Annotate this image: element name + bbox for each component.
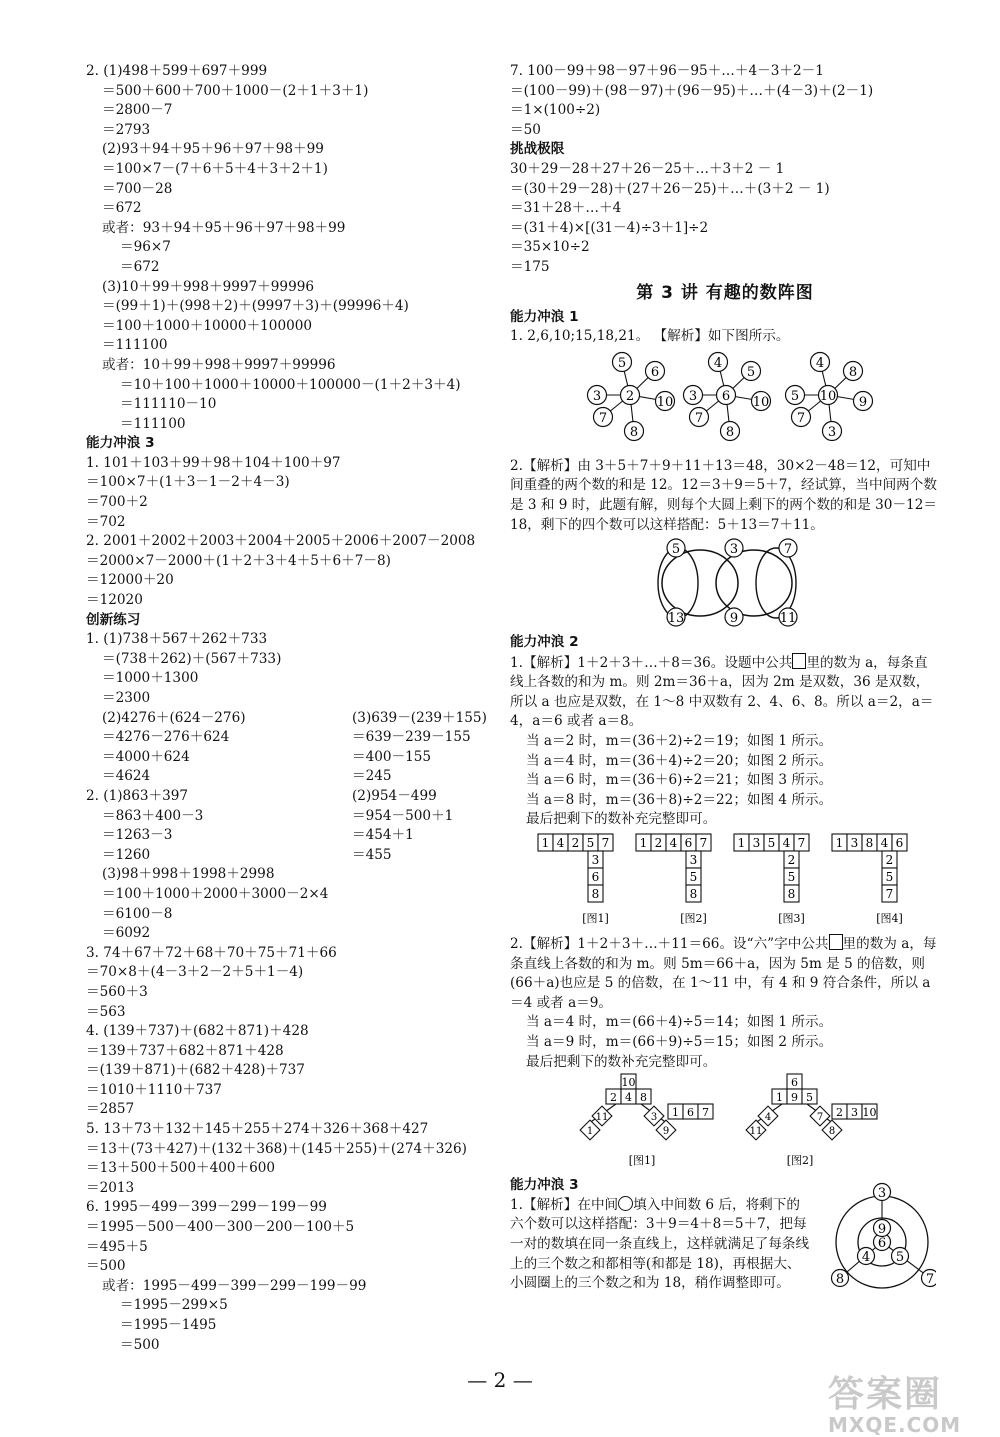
math-line: ＝(139＋871)＋(682＋428)＋737	[86, 1062, 305, 1079]
math-line: ＝100×7＋(1＋3－1－2＋4－3)	[86, 474, 290, 491]
math-line: 最后把剩下的数补充完整即可。	[526, 1053, 717, 1070]
number-label: 4	[713, 355, 723, 371]
math-line: ＝100×7－(7＋6＋5＋4＋3＋2＋1)	[102, 160, 328, 177]
math-line: ＝4276－276＋624	[102, 729, 230, 746]
cell-label: 1	[586, 1126, 594, 1138]
math-line: ＝954－500＋1	[352, 807, 454, 824]
ring-diagram	[510, 535, 940, 627]
number-label: 2	[625, 388, 635, 404]
number-label: 9	[729, 611, 739, 627]
math-line: ＝454＋1	[352, 827, 414, 844]
number-label: 10	[819, 388, 837, 404]
number-label: 3	[592, 388, 602, 404]
chuangxin-5	[86, 1120, 486, 1198]
math-line: ＝6092	[102, 925, 151, 942]
cell-label: 4	[669, 836, 678, 851]
lecture-title: 第 3 讲 有趣的数阵图	[636, 282, 814, 303]
figure-label: [图2]	[786, 1154, 814, 1168]
math-line: ＝1995－1495	[120, 1317, 217, 1333]
math-line: ＝(738＋262)＋(567＋733)	[102, 650, 282, 667]
problem-2	[86, 62, 486, 434]
cell-label: 8	[828, 1126, 836, 1138]
math-line: ＝500	[86, 1258, 126, 1275]
math-line: ＝12000＋20	[86, 572, 174, 589]
cell-label: 3	[689, 853, 698, 868]
math-line: ＝672	[120, 258, 160, 275]
section-heading: 能力冲浪 3	[510, 1177, 579, 1194]
math-line: 当 a＝8 时，m＝(36＋8)÷2＝22；如图 4 所示。	[526, 791, 833, 808]
cell-label: 10	[862, 1106, 877, 1120]
cell-label: 7	[816, 1112, 824, 1124]
number-label: 3	[827, 424, 837, 440]
math-line: ＝(31＋4)×[(31－4)÷3＋1]÷2	[510, 219, 709, 236]
number-label: 8	[629, 424, 639, 440]
cell-label: 2	[787, 853, 796, 868]
math-line: ＝495＋5	[86, 1238, 148, 1255]
number-label: 10	[656, 394, 674, 410]
figure-label: [图3]	[778, 912, 805, 926]
cell-label: 9	[662, 1126, 670, 1138]
number-label: 4	[815, 355, 825, 371]
nengli3-block	[86, 454, 486, 611]
math-line: 4. (139＋737)＋(682＋871)＋428	[86, 1023, 309, 1040]
cell-label: 3	[650, 1112, 658, 1124]
math-line: ＝1260	[102, 846, 151, 863]
section-heading: 能力冲浪 2	[510, 634, 579, 651]
number-label: 4	[861, 1249, 871, 1265]
number-label: 3	[877, 1185, 887, 1201]
math-line: ＝700－28	[102, 180, 173, 197]
cell-label: 7	[797, 836, 806, 851]
ring	[716, 550, 792, 616]
problem-7	[510, 62, 940, 140]
cell-label: 5	[767, 836, 776, 851]
number-label: 5	[790, 388, 800, 404]
math-line: ＝175	[510, 258, 550, 275]
cell-label: 2	[654, 836, 663, 851]
section-heading: 挑战极限	[510, 141, 565, 158]
math-line: ＝700＋2	[86, 494, 148, 511]
cell-label: 6	[591, 870, 600, 885]
nl1-q1: 1. 2,6,10;15,18,21。 【解析】如下图所示。	[510, 328, 790, 345]
tiaozhan-block	[510, 160, 940, 278]
cell-label: 1	[639, 836, 648, 851]
math-line: ＝31＋28＋…＋4	[510, 200, 622, 217]
math-line: ＝500＋600＋700＋1000－(2＋1＋3＋1)	[102, 82, 369, 99]
cell-label: 2	[885, 853, 894, 868]
number-label: 5	[895, 1249, 905, 1265]
nl2-q2: 2.【解析】1＋2＋3＋…＋11＝66。设“六”字中公共 里的数为 a，每条直线上各数的和为 m。则 5m＝66＋a，因为 5m 是 5 的倍数，则(66＋a)也应是 5 的倍数，在 1～11 中，有 4 和 9 符合条件，所以 a＝4 或者 a＝9。	[510, 936, 937, 1011]
math-line: ＝1010＋1110＋737	[86, 1081, 222, 1098]
cell-label: 1	[672, 1106, 679, 1120]
math-line: ＝(30＋29－28)＋(27＋26－25)＋…＋(3＋2 － 1)	[510, 180, 830, 197]
number-label: 9	[877, 1221, 887, 1237]
math-line: ＝863＋400－3	[102, 807, 204, 824]
sub-right	[336, 787, 453, 865]
cell-label: 5	[689, 870, 698, 885]
math-line: 3. 74＋67＋72＋68＋70＋75＋71＋66	[86, 944, 337, 961]
math-line: ＝2800－7	[102, 102, 173, 119]
math-line: ＝139＋737＋682＋871＋428	[86, 1042, 284, 1059]
math-line: ＝96×7	[120, 239, 171, 256]
cell-label: 7	[702, 1106, 709, 1120]
chuangxin-4	[86, 1022, 486, 1120]
number-label: 3	[688, 388, 698, 404]
number-label: 3	[729, 542, 739, 558]
math-line: ＝1000＋1300	[102, 670, 199, 687]
math-line: ＝2793	[102, 121, 151, 138]
figure-label: [图2]	[680, 912, 707, 926]
nl2-q1: 1.【解析】1＋2＋3＋…＋8＝36。设题中公共 里的数为 a，每条直线上各数的和为 m。则 2m＝36＋a，因为 2m 是双数，36 是双数，所以 a 也应是双数，在 1～8 中双数有 2、4、6、8。所以 a＝2，a＝4，a＝6 或者 a＝8。	[510, 654, 934, 730]
number-label: 8	[835, 1271, 845, 1287]
math-line: ＝455	[352, 846, 392, 863]
math-line: (2)93＋94＋95＋96＋97＋98＋99	[102, 141, 324, 158]
t-diagram	[510, 830, 940, 930]
watermark: 答案圈 MXQE.COM	[828, 1374, 962, 1437]
cell-label: 11	[749, 1126, 763, 1138]
cell-label: 5	[787, 870, 796, 885]
chuangxin-3	[86, 944, 486, 1022]
math-line: ＝10＋100＋1000＋10000＋100000－(1＋2＋3＋4)	[120, 376, 461, 393]
math-line: ＝13＋500＋500＋400＋600	[86, 1160, 276, 1177]
math-line: 6. 1995－499－399－299－199－99	[86, 1199, 327, 1216]
math-line: 2. (1)863＋397	[86, 787, 189, 804]
cell-label: 3	[850, 836, 859, 851]
math-line: ＝400－155	[352, 748, 432, 765]
math-line: 最后把剩下的数补充完整即可。	[526, 811, 717, 828]
math-line: ＝4000＋624	[102, 748, 190, 765]
math-line: ＝2000×7－2000＋(1＋2＋3＋4＋5＋6＋7－8)	[86, 552, 391, 569]
math-line: ＝111100	[102, 337, 168, 354]
cell-label: 3	[851, 1106, 858, 1120]
cell-label: 1	[541, 836, 550, 851]
math-line: ＝100＋1000＋2000＋3000－2×4	[102, 885, 329, 902]
number-label: 11	[779, 611, 797, 627]
number-label: 13	[667, 611, 685, 627]
cell-label: 5	[885, 870, 894, 885]
cell-label: 1	[835, 836, 844, 851]
math-line: ＝500	[120, 1336, 160, 1353]
math-line: 当 a＝9 时，m＝(66＋9)÷5＝15；如图 2 所示。	[526, 1034, 833, 1050]
cell-label: 11	[595, 1112, 609, 1124]
cell-label: 4	[625, 1091, 632, 1105]
cell-label: 6	[791, 1076, 798, 1090]
math-line: 2. 2001＋2002＋2003＋2004＋2005＋2006＋2007－2008	[86, 533, 476, 550]
number-label: 7	[925, 1271, 935, 1287]
nl1-q2: 2.【解析】由 3＋5＋7＋9＋11＋13＝48，30×2－48＝12，可知中间重叠的两个数的和是 12。12＝3＋9＝5＋7，经试算，当中间两个数是 3 和 9 时，此题有解，则每个大圆上剩下的两个数的和是 30－12＝18，剩下的四个数可以这样搭配：5＋13＝7＋11。	[510, 457, 937, 533]
figure-label: [图1]	[628, 1154, 656, 1168]
number-label: 8	[725, 424, 735, 440]
math-line: ＝2013	[86, 1179, 135, 1196]
section-heading: 能力冲浪 1	[510, 308, 579, 325]
cell-label: 3	[752, 836, 761, 851]
cell-label: 6	[895, 836, 904, 851]
math-line: 或者：93＋94＋95＋96＋97＋98＋99	[102, 219, 346, 236]
math-line: 当 a＝2 时，m＝(36＋2)÷2＝19；如图 1 所示。	[526, 733, 833, 750]
math-line: (3)639－(239＋155)	[352, 709, 487, 726]
number-label: 10	[752, 394, 770, 410]
circle-icon	[618, 1196, 633, 1211]
cell-label: 5	[586, 836, 595, 851]
math-line: ＝6100－8	[102, 905, 173, 922]
number-label: 6	[721, 388, 731, 404]
number-label: 7	[783, 542, 793, 558]
sub-right	[336, 709, 487, 787]
math-line: 2. (1)498＋599＋697＋999	[86, 63, 268, 79]
two-col-block	[86, 787, 486, 865]
math-line: ＝563	[86, 1003, 126, 1020]
math-line: ＝639－239－155	[352, 729, 471, 746]
math-line: ＝1995－500－400－300－200－100＋5	[86, 1219, 355, 1236]
ring	[756, 548, 796, 618]
section-heading: 创新练习	[86, 611, 141, 628]
math-line: ＝1263－3	[102, 827, 173, 844]
number-label: 6	[877, 1235, 887, 1251]
math-line: (2)954－499	[352, 787, 437, 804]
cell-label: 4	[880, 836, 889, 851]
cell-label: 3	[591, 853, 600, 868]
cell-label: 4	[764, 1112, 772, 1124]
math-line: 或者：1995－499－399－299－199－99	[102, 1277, 367, 1294]
ring	[658, 548, 698, 618]
chuangxin-6	[86, 1198, 486, 1355]
cell-label: 8	[591, 887, 600, 902]
cell-label: 1	[776, 1091, 783, 1105]
cell-label: 4	[556, 836, 565, 851]
cell-label: 9	[791, 1091, 798, 1105]
sub-left	[86, 709, 336, 787]
number-label: 7	[694, 410, 704, 426]
cell-label: 6	[684, 836, 693, 851]
chuangxin-2-3	[86, 865, 486, 943]
math-line: ＝35×10÷2	[510, 239, 590, 256]
cell-label: 5	[806, 1091, 813, 1105]
box-icon	[792, 653, 806, 669]
right-column	[510, 62, 940, 1294]
nl2-q2-cases	[510, 1013, 940, 1072]
left-column	[86, 62, 486, 1355]
cell-label: 7	[601, 836, 610, 851]
liu-diagram	[510, 1072, 940, 1172]
cell-label: 8	[865, 836, 874, 851]
figure-label: [图4]	[876, 912, 903, 926]
math-line: (3)10＋99＋998＋9997＋99996	[102, 278, 315, 295]
math-line: ＝111110－10	[120, 396, 217, 413]
number-label: 7	[796, 410, 806, 426]
math-line: 当 a＝4 时，m＝(36＋4)÷2＝20；如图 2 所示。	[526, 752, 833, 769]
math-line: ＝(100－99)＋(98－97)＋(96－95)＋…＋(4－3)＋(2－1)	[510, 82, 874, 99]
math-line: 5. 13＋73＋132＋145＋255＋274＋326＋368＋427	[86, 1121, 429, 1138]
nl2-q1-cases	[510, 732, 940, 830]
math-line: (3)98＋998＋1998＋2998	[102, 866, 275, 883]
math-line: 7. 100－99＋98－97＋96－95＋…＋4－3＋2－1	[510, 63, 824, 79]
math-line: 当 a＝4 时，m＝(66＋4)÷5＝14；如图 1 所示。	[526, 1014, 833, 1031]
cell-label: 7	[699, 836, 708, 851]
math-line: (2)4276＋(624－276)	[102, 709, 246, 726]
cell-label: 2	[836, 1106, 843, 1120]
number-label: 8	[848, 364, 858, 380]
cell-label: 2	[610, 1091, 617, 1105]
cell-label: 7	[885, 887, 894, 902]
figure-label: [图1]	[582, 912, 609, 926]
number-label: 5	[746, 364, 756, 380]
number-label: 7	[598, 410, 608, 426]
math-line: ＝4624	[102, 768, 151, 785]
cell-label: 4	[782, 836, 791, 851]
flower-diagram	[510, 347, 940, 443]
number-label: 6	[650, 364, 660, 380]
circle-diagram	[826, 1182, 936, 1300]
math-line: ＝100＋1000＋10000＋100000	[102, 317, 313, 334]
math-line: ＝13＋(73＋427)＋(132＋368)＋(145＋255)＋(274＋326)	[86, 1140, 467, 1157]
math-line: 30＋29－28＋27＋26－25＋…＋3＋2 － 1	[510, 160, 785, 177]
math-line: ＝560＋3	[86, 983, 148, 1000]
math-line: ＝1×(100÷2)	[510, 102, 601, 119]
math-line: ＝12020	[86, 592, 143, 609]
math-line: ＝702	[86, 513, 126, 530]
math-line: ＝111100	[120, 415, 186, 432]
cell-label: 8	[689, 887, 698, 902]
cell-label: 8	[640, 1091, 647, 1105]
cell-label: 2	[571, 836, 580, 851]
math-line: 当 a＝6 时，m＝(36＋6)÷2＝21；如图 3 所示。	[526, 772, 833, 789]
page-number: — 2 —	[467, 1368, 533, 1392]
cell-label: 1	[737, 836, 746, 851]
section-heading: 能力冲浪 3	[86, 435, 155, 452]
math-line: ＝2857	[86, 1101, 135, 1118]
math-line: 1. (1)738＋567＋262＋733	[86, 631, 268, 648]
box-icon	[829, 934, 843, 950]
math-line: 或者：10＋99＋998＋9997＋99996	[102, 356, 336, 373]
math-line: ＝1995－299×5	[120, 1297, 228, 1314]
math-line: 1. 101＋103＋99＋98＋104＋100＋97	[86, 454, 341, 471]
math-line: ＝(99＋1)＋(998＋2)＋(9997＋3)＋(99996＋4)	[102, 298, 409, 315]
cell-label: 10	[621, 1076, 636, 1090]
chuangxin-1	[86, 630, 486, 708]
math-line: ＝2300	[102, 690, 151, 706]
two-col-block	[86, 709, 486, 787]
cell-label: 8	[787, 887, 796, 902]
math-line: ＝245	[352, 768, 392, 785]
cell-label: 6	[687, 1106, 694, 1120]
math-line: ＝70×8＋(4－3＋2－2＋5＋1－4)	[86, 964, 304, 981]
number-label: 9	[858, 394, 868, 410]
math-line: ＝50	[510, 121, 541, 138]
number-label: 5	[617, 355, 627, 371]
sub-left	[86, 787, 336, 865]
nl3-q1: 1.【解析】在中间 填入中间数 6 后，将剩下的六个数可以这样搭配：3＋9＝4＋8＝5＋7，把每一对的数填在同一条直线上，这样就满足了每条线上的三个数之和都相等(和都是 18)，再根据大、小圆圈上的三个数之和为 18，稍作调整即可。	[510, 1196, 810, 1292]
number-label: 5	[671, 542, 681, 558]
math-line: ＝672	[102, 200, 142, 217]
